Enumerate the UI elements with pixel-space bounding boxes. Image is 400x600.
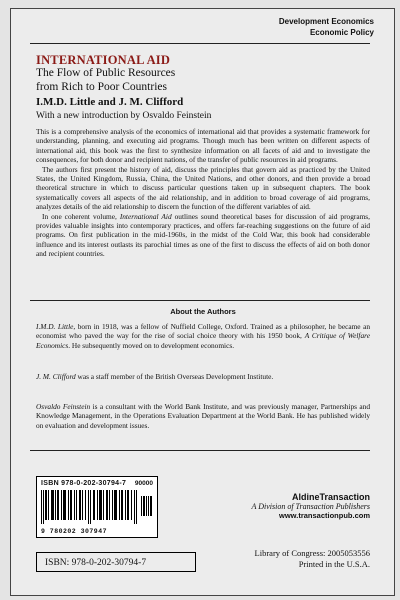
printed-in: Printed in the U.S.A. [298,559,370,569]
isbn-box: ISBN: 978-0-202-30794-7 [36,552,196,572]
bio-little [36,322,370,350]
barcode-bars [41,490,153,524]
library-of-congress: Library of Congress: 2005053556 [254,548,370,558]
paragraph-3-start: In one coherent volume, [42,211,120,221]
bio-clifford-text: was a staff member of the British Overseas Development Institute. [75,372,274,381]
isbn-barcode [36,476,158,538]
subtitle-line-2: from Rich to Poor Countries [36,81,167,93]
bio-little-text: , born in 1918, was a fellow of Nuffield College, Oxford. Trained as a philosopher, he became an economist who paved the way for the rise of social choice theory with his 1950 book, [36,322,371,341]
bio-feinstein-name: Osvaldo Feinstein [36,402,91,411]
description-paragraph-2: The authors first present the history of aid, discuss the principles that govern aid as practiced by the United States, the United Kingdom, Russia, China, the United Nations, and other donors, and then provide a broad theoretical structure in which to discuss particular questions taken up in subsequent chapters. The book systematically covers all aspects of the aid relationship, and in addition to broad coverage of aid programs, analyzes details of the aid relationship to discern the function of the different variables of aid. [36,164,370,212]
publisher-name: AldineTransaction [291,492,370,502]
bio-little-text-end: . He subsequently moved on to development economics. [68,340,235,350]
description-paragraph-3 [36,212,370,259]
book-title: INTERNATIONAL AID [36,53,171,67]
subject-2: Economic Policy [309,28,374,37]
top-rule [30,43,370,44]
bio-clifford-name: J. M. Clifford [36,372,76,381]
bottom-rule [30,450,370,451]
barcode-digits: 9 780202 307947 [41,528,108,535]
barcode-isbn-line: ISBN 978-0-202-30794-7 [41,480,127,487]
book-description [36,127,370,259]
description-paragraph-1: This is a comprehensive analysis of the economics of international aid that provides a systematic framework for understanding, planning, and executing aid programs. Though much has been written on different aspects of international aid, this book was the first to synthesize information on all facets of aid and to investigate the consequences, for both donor and recipient nations, of the transfer of public resources in aid programs. [36,127,370,165]
publisher-block [251,492,370,520]
barcode-price-code: 90000 [134,480,153,487]
barcode-isbn-text [41,480,126,487]
bio-little-book: A Critique of Welfare Economics [36,331,370,350]
publisher-url: www.transactionpub.com [279,511,370,520]
middle-rule [30,300,370,301]
bio-little-name: I.M.D. Little [36,322,74,331]
subject-categories [279,16,374,38]
subject-1: Development Economics [278,17,374,26]
introduction-credit: With a new introduction by Osvaldo Feinstein [36,111,212,121]
book-authors: I.M.D. Little and J. M. Clifford [36,96,184,108]
bio-clifford [36,372,370,381]
book-subtitle [36,66,356,94]
subtitle-line-1: The Flow of Public Resources [36,67,176,79]
paragraph-3-book-title: International Aid [119,211,172,221]
publisher-division: A Division of Transaction Publishers [251,502,370,511]
library-info [255,548,370,570]
about-authors-heading: About the Authors [170,307,236,316]
bio-feinstein [36,402,370,430]
paragraph-3-rest: outlines sound theoretical bases for discussion of aid programs, provides valuable insights into contemporary practices, and offers far-reaching suggestions on the future of aid programs. On first publication in the mid-1960s, in the midst of the Cold War, this book had considerable influence and its interest outlasts its parochial times as one of the first to discuss the effects of aid on both donor and recipient countries. [36,211,370,259]
bio-feinstein-text: is a consultant with the World Bank Institute, and was previously manager, Partnerships and Knowledge Management, in the Operations Evaluation Department at the World Bank. He has published widely on evaluation and development issues. [36,402,371,430]
